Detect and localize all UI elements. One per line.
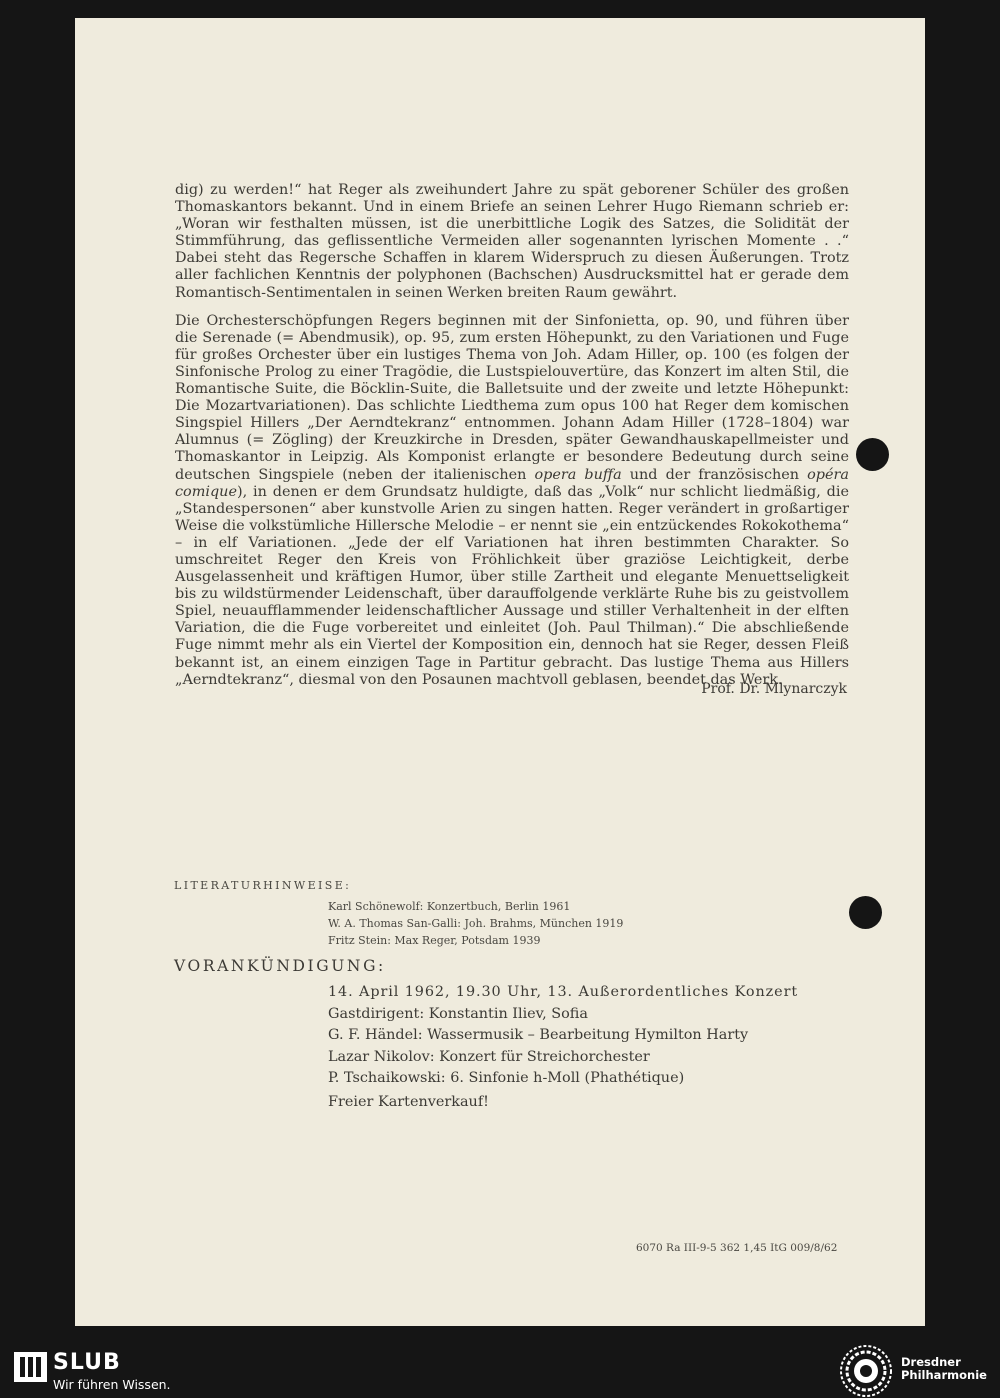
conductor-line: Gastdirigent: Konstantin Iliev, Sofia (328, 1005, 588, 1022)
italic-term: opera buffa (534, 466, 622, 483)
literature-item: Fritz Stein: Max Reger, Potsdam 1939 (328, 934, 541, 947)
brand-line: Philharmonie (901, 1368, 987, 1382)
program-item: G. F. Händel: Wassermusik – Bearbeitung Hymilton Harty (328, 1027, 749, 1044)
punch-hole (849, 896, 882, 929)
literature-heading: LITERATURHINWEISE: (174, 879, 352, 892)
concert-date-line: 14. April 1962, 19.30 Uhr, 13. Außerordentliches Konzert (328, 984, 799, 1000)
article-body (175, 182, 849, 700)
text-run: Die Orchesterschöpfungen Regers beginnen mit der Sinfonietta, op. 90, und führen über die Serenade (= Abendmusik), op. 95, zum ersten Höhepunkt, zu den Variationen und Fuge für großes Orchester über ein lustiges Thema von Joh. Adam Hiller, op. 100 (es folgen der Sinfonische Prolog zu einer Tragödie, die Lustspielouvertüre, das Konzert im alten Stil, die Romantische Suite, die Böcklin-Suite, die Balletsuite und der zweite und letzte Höhepunkt: Die Mozartvariationen). Das schlichte Liedthema zum opus 100 hat Reger dem komischen Singspiel Hillers „Der Aerndtekranz“ entnommen. Johann Adam Hiller (1728–1804) war Alumnus (= Zögling) der Kreuzkirche in Dresden, später Gewandhauskapellmeister und Thomaskantor in Leipzig. Als Komponist erlangte er besondere Bedeutung durch seine deutschen Singspiele (neben der italienischen (175, 312, 849, 483)
program-item: Lazar Nikolov: Konzert für Streichorchester (328, 1048, 650, 1065)
literature-item: W. A. Thomas San-Galli: Joh. Brahms, München 1919 (328, 917, 624, 930)
slub-brand[interactable]: SLUB (53, 1350, 121, 1375)
announcement-heading: VORANKÜNDIGUNG: (174, 957, 386, 975)
ticket-note: Freier Kartenverkauf! (328, 1093, 489, 1110)
literature-list (328, 898, 623, 949)
author-signature: Prof. Dr. Mlynarczyk (701, 681, 847, 697)
slub-tagline: Wir führen Wissen. (53, 1377, 171, 1392)
announcement-list (328, 982, 798, 1114)
body-paragraph (175, 313, 849, 689)
slub-logo-icon (14, 1352, 47, 1382)
footer-bar (0, 1339, 1000, 1397)
brand-line: Dresdner (901, 1355, 961, 1369)
text-run: dig) zu werden!“ hat Reger als zweihundert Jahre zu spät geborener Schüler des großen Thomaskantors bekannt. Und in einem Briefe an seinen Lehrer Hugo Riemann schrieb er: „Woran wir festhalten müssen, ist die unerbittliche Logik des Satzes, die Solidität der Stimmführung, das geflissentliche Vermeiden aller sogenannten lyrischen Momente . .“ Dabei steht das Regersche Schaffen in klarem Widerspruch zu diesen Äußerungen. Trotz aller fachlichen Kenntnis der polyphonen (Bachschen) Ausdrucksmittel hat er gerade dem Romantisch-Sentimentalen in seinen Werken breiten Raum gewährt. (175, 182, 849, 301)
literature-item: Karl Schönewolf: Konzertbuch, Berlin 1961 (328, 900, 571, 913)
body-paragraph (175, 182, 849, 302)
punch-hole (856, 438, 889, 471)
dresdner-philharmonie-logo-icon (839, 1344, 893, 1398)
program-item: P. Tschaikowski: 6. Sinfonie h-Moll (Phathétique) (328, 1070, 685, 1087)
text-run: und der französischen (621, 466, 808, 483)
print-code: 6070 Ra III-9-5 362 1,45 ItG 009/8/62 (636, 1242, 838, 1254)
italic-term: opéra comique (175, 466, 849, 500)
text-run: ), in denen er dem Grundsatz huldigte, daß das „Volk“ nur schlicht liedmäßig, die „Standespersonen“ aber kunstvolle Arien zu singen hatten. Reger verändert in großartiger Weise die volkstümliche Hillersche Melodie – er nennt sie „ein entzückendes Rokokothema“ – in elf Variationen. „Jede der elf Variationen hat ihren bestimmten Charakter. So umschreitet Reger den Kreis von Fröhlichkeit über graziöse Leichtigkeit, derbe Ausgelassenheit und kräftigen Humor, über stille Zartheit und elegante Menuettseligkeit bis zu wildstürmender Leidenschaft, über darauffolgende verklärte Ruhe bis zu geistvollem Spiel, neuaufflammender leidenschaftlicher Aussage und stiller Verhaltenheit in der elften Variation, die die Fuge vorbereitet und einleitet (Joh. Paul Thilman).“ Die abschließende Fuge nimmt mehr als ein Viertel der Komposition ein, dennoch hat sie Reger, dessen Fleiß bekannt ist, an einem einzigen Tage in Partitur gebracht. Das lustige Thema aus Hillers „Aerndtekranz“, diesmal von den Posaunen machtvoll geblasen, beendet das Werk. (175, 483, 849, 688)
dresdner-philharmonie-brand[interactable] (901, 1356, 987, 1382)
